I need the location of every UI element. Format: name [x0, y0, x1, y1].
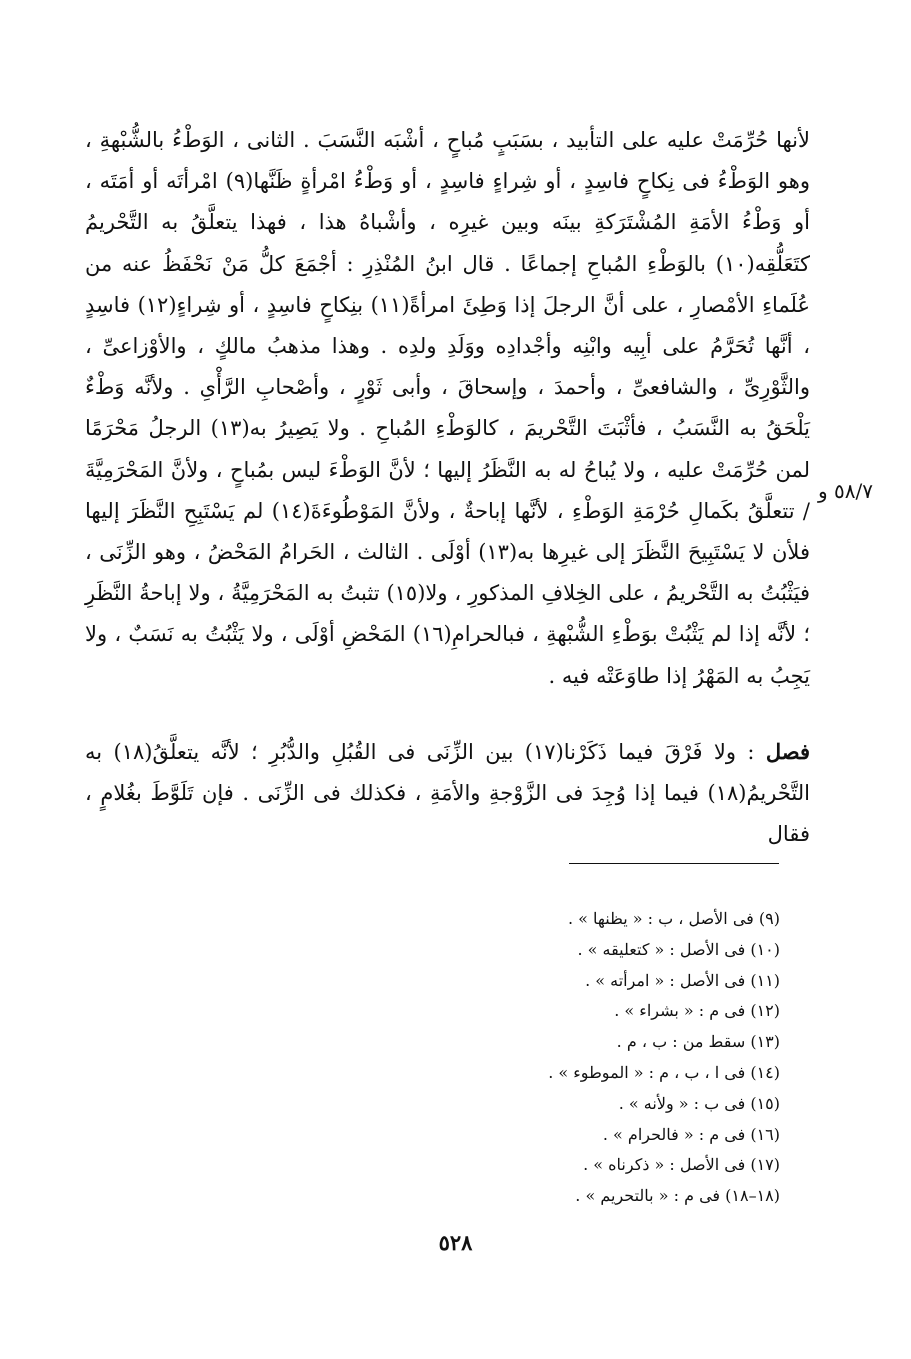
footnote-item: (١٦) فى م : « فالحرام » .: [602, 1124, 780, 1144]
footnote-item: (١٤) فى ا ، ب ، م : « الموطوء » .: [548, 1062, 780, 1082]
fasl-label: فصل: [765, 739, 811, 764]
footnote-separator: [569, 863, 779, 864]
footnote-item: (١٣) سقط من : ب ، م .: [616, 1032, 780, 1052]
main-text-paragraph: لأنها حُرِّمَتْ عليه على التأبيد ، بسَبَبٍ مُباحٍ ، أشْبَه النَّسَبَ . الثانى ، الوَطْءُ بالشُّبْهةِ ، وهو الوَطْءُ فى نِكاحٍ فاسِدٍ ، أو شِراءٍ فاسِدٍ ، أو وَطْءُ امْرأةٍ ظَنَّها(٩) امْرأتَه أو أمَتَه ، أو وَطْءُ الأمَةِ المُشْتَرَكةِ بينَه وبين غيرِه ، وأشْباهُ هذا ، فهذا يتعلَّقُ به التَّحْريمُ كتَعَلُّقِه(١٠) بالوَطْءِ المُباحِ إجماعًا . قال ابنُ المُنْذِرِ : أجْمَعَ كلُّ مَنْ نَحْفَظُ عنه من عُلَماءِ الأمْصارِ ، على أنَّ الرجلَ إذا وَطِئَ امرأةً(١١) بنِكاحٍ فاسِدٍ ، أو شِراءٍ(١٢) فاسِدٍ ، أنَّها تُحَرَّمُ على أبِيه وابْنِه وأجْدادِه ووَلَدِ ولدِه . وهذا مذهبُ مالكٍ ، والأوْزاعىِّ ، والثَّوْرِىِّ ، والشافعىِّ ، وأحمدَ ، وإسحاقَ ، وأبى ثَوْرٍ ، وأصْحابِ الرَّأْىِ . ولأنَّه وَطْءٌ يَلْحَقُ به النَّسَبُ ، فأثْبَتَ التَّحْريمَ ، كالوَطْءِ المُباحِ . ولا يَصِيرُ به(١٣) الرجلُ مَحْرَمًا لمن حُرِّمَتْ عليه ، ولا يُباحُ له به النَّظَرُ إليها ؛ لأنَّ الوَطْءَ ليس بمُباحٍ ، ولأنَّ المَحْرَمِيَّةَ / تتعلَّقُ بكَمالِ حُرْمَةِ الوَطْءِ ، لأنَّها إباحةٌ ، ولأنَّ المَوْطُوءَةَ(١٤) لم يَسْتَبِحِ النَّظَرَ إليها فلأن لا يَسْتَبِيحَ النَّظَرَ إلى غيرِها به(١٣) أوْلَى . الثالث ، الحَرامُ المَحْضُ ، وهو الزِّنَى ، فيَثْبُتُ به التَّحْريمُ ، على الخِلافِ المذكورِ ، ولا(١٥) تثبتُ به المَحْرَمِيَّةُ ، ولا إباحةُ النَّظَرِ ؛ لأنَّه إذا لم يَثْبُتْ بوَطْءِ الشُّبْهةِ ، فبالحرامِ(١٦) المَحْضِ أوْلَى ، ولا يَثْبُتُ به نَسَبٌ ، ولا يَجِبُ به المَهْرُ إذا طاوَعَتْه فيه .: [85, 128, 811, 688]
page-number: ٥٢٨: [438, 1230, 473, 1255]
footnote-item: (٩) فى الأصل ، ب : « يظنها » .: [567, 909, 780, 928]
footnote-item: (١٥) فى ب : « ولأنه » .: [618, 1093, 780, 1113]
fasl-body: : ولا فَرْقَ فيما ذَكَرْنا(١٧) بين الزِّنَى فى القُبُلِ والدُّبُرِ ؛ لأنَّه يتعلَّقُ(١٨) به التَّحْريمُ(١٨) فيما إذا وُجِدَ فى الزَّوْجةِ والأمَةِ ، فكذلك فى الزِّنَى . فإن تَلَوَّطَ بغُلامٍ ، فقال: [85, 740, 810, 846]
footnote-item: (١٢) فى م : « بشراء » .: [614, 1001, 780, 1021]
fasl-paragraph: [85, 731, 810, 855]
footnote-item: (١١) فى الأصل : « امرأته » .: [585, 970, 780, 990]
margin-reference: ٥٨/٧ و: [818, 479, 873, 503]
footnote-item: (١٨–١٨) فى م : « بالتحريم » .: [575, 1186, 780, 1206]
footnotes-list: [330, 904, 780, 1212]
footnote-item: (١٧) فى الأصل : « ذكرناه » .: [583, 1155, 780, 1175]
footnote-item: (١٠) فى الأصل : « كتعليقه » .: [577, 939, 780, 959]
